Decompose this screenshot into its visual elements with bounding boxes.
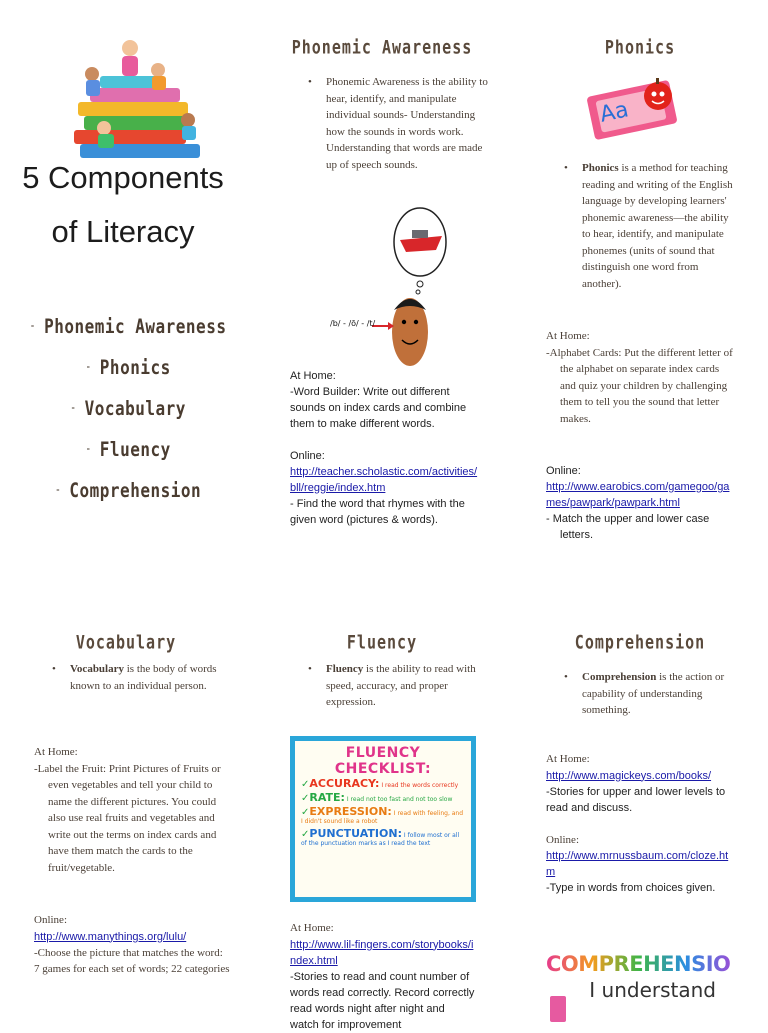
alphabet-card-illustration xyxy=(584,74,688,140)
vocabulary-online xyxy=(34,912,230,978)
checklist-item: ✓RATE: I read not too fast and not too slow xyxy=(301,791,453,804)
online-label: Online: xyxy=(546,833,579,846)
phonemic-heading: Phonemic Awareness xyxy=(291,35,473,59)
online-desc: -Type in words from choices given. xyxy=(546,882,716,894)
phonemic-online-link[interactable]: http://teacher.scholastic.com/activities/bll/reggie/index.htm xyxy=(290,466,478,494)
toc-item: - Phonics xyxy=(85,356,171,379)
phoneme-sound-label: /b/ - /ō/ - /t/ xyxy=(330,319,376,328)
online-label: Online: xyxy=(34,914,67,926)
vocabulary-athome xyxy=(34,744,230,876)
athome-label: At Home: xyxy=(290,922,334,934)
comprehension-bullet: • Comprehension is the action or capability of understanding something. xyxy=(564,671,725,716)
athome-desc: -Stories to read and count number of words read correctly. Record correctly read words night after night and watch for improvement xyxy=(290,970,475,1031)
athome-text: -Word Builder: Write out different sounds on index cards and combine them to make different words. xyxy=(290,386,467,430)
athome-text: -Alphabet Cards: Put the different letter of the alphabet on separate index cards and quiz your children by challenging them to tell you the sound that letter makes. xyxy=(546,346,733,425)
athome-label: At Home: xyxy=(546,330,590,342)
athome-desc: -Stories for upper and lower levels to read and discuss. xyxy=(546,785,726,814)
checklist-item: ✓EXPRESSION: I read with feeling, and I didn't sound like a robot xyxy=(301,805,464,825)
pencil-icon xyxy=(550,996,566,1022)
toc-item: - Vocabulary xyxy=(70,397,186,420)
checklist-item: ✓ACCURACY: I read the words correctly xyxy=(301,777,459,790)
athome-label: At Home: xyxy=(290,370,336,382)
brochure-title-line1: 5 Components xyxy=(22,160,224,195)
comprehension-online-link[interactable]: http://www.mrnussbaum.com/cloze.htm xyxy=(546,850,729,878)
toc-item: - Phonemic Awareness xyxy=(29,315,227,338)
fluency-athome xyxy=(290,920,476,1031)
phoneme-boat-illustration xyxy=(326,206,456,372)
comprehension-logo-sub: I understand xyxy=(589,978,716,1002)
online-desc: -Choose the picture that matches the word: 7 games for each set of words; 22 categories xyxy=(34,946,230,975)
phonics-athome xyxy=(546,328,736,427)
checklist-item: ✓PUNCTUATION: I follow most or all of the punctuation marks as I read the text xyxy=(301,827,460,847)
phonics-online xyxy=(546,463,736,543)
phonemic-bullet: • Phonemic Awareness is the ability to hear, identify, and manipulate individual sounds- Understanding how the sounds in words work. Understanding that words are made up of speech sounds. xyxy=(308,76,488,171)
phonemic-athome xyxy=(290,368,478,528)
vocabulary-bullet: • Vocabulary is the body of words known to an individual person. xyxy=(52,663,217,692)
fluency-athome-link[interactable]: http://www.lil-fingers.com/storybooks/index.html xyxy=(290,938,474,967)
phonics-online-link[interactable]: http://www.earobics.com/gamegoo/games/pawpark/pawpark.html xyxy=(546,481,730,509)
brochure-title-line2: of Literacy xyxy=(51,214,195,249)
online-desc: - Match the upper and lower case letters. xyxy=(546,513,710,541)
phonics-heading: Phonics xyxy=(604,35,676,59)
fluency-checklist-poster xyxy=(290,736,476,902)
athome-text: -Label the Fruit: Print Pictures of Fruits or even vegetables and tell your child to name the different pictures. You could also use real fruits and vegetables and write out the terms on index cards and have them match the cards to the fruit/vegetable. xyxy=(34,762,221,874)
online-desc: - Find the word that rhymes with the given word (pictures & words). xyxy=(290,498,465,526)
toc-item: - Comprehension xyxy=(54,479,202,502)
kids-on-books-illustration xyxy=(60,36,220,164)
fluency-heading: Fluency xyxy=(346,630,418,654)
vocabulary-heading: Vocabulary xyxy=(75,630,177,654)
comprehension-heading: Comprehension xyxy=(574,630,706,654)
athome-label: At Home: xyxy=(546,753,590,765)
vocabulary-online-link[interactable]: http://www.manythings.org/lulu/ xyxy=(34,930,187,943)
online-label: Online: xyxy=(546,465,581,477)
phonics-bullet: • Phonics is a method for teaching reading and writing of the English language by developing learners' phonemic awareness—the ability to hear, identify, and manipulate phonemes (units of sound that distinguish one word from another). xyxy=(564,162,733,290)
athome-label: At Home: xyxy=(34,746,78,758)
comprehension-athome-link[interactable]: http://www.magickeys.com/books/ xyxy=(546,769,712,782)
fluency-bullet: • Fluency is the ability to read with speed, accuracy, and proper expression. xyxy=(308,663,476,708)
online-label: Online: xyxy=(290,450,325,462)
comprehension-logo xyxy=(546,952,748,1024)
comprehension-athome xyxy=(546,751,736,896)
alphabet-card-text: Aa xyxy=(597,97,631,128)
toc-item: - Fluency xyxy=(85,438,171,461)
checklist-title: FLUENCY CHECKLIST: xyxy=(334,745,432,777)
comprehension-logo-word: COMPREHENSION xyxy=(546,952,748,976)
toc-list xyxy=(0,306,256,511)
